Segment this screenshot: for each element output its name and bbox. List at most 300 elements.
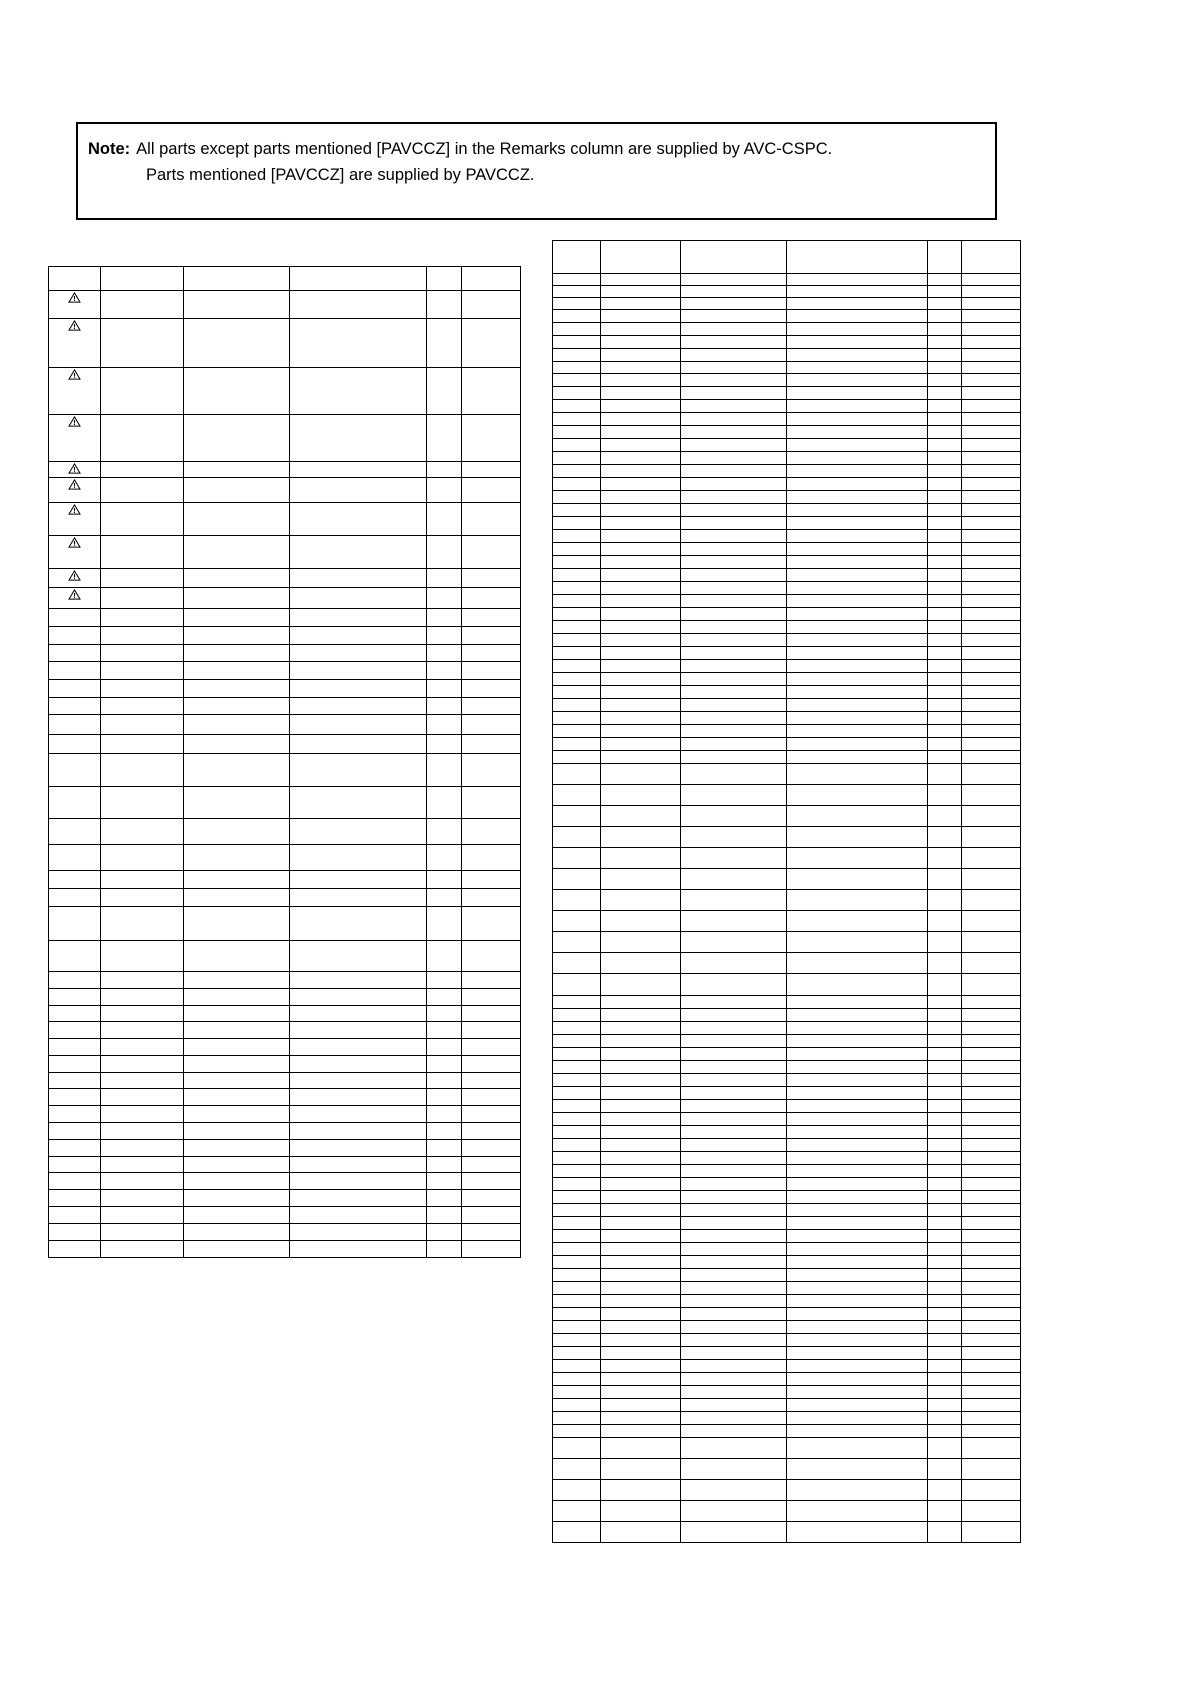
table-cell	[681, 1243, 787, 1256]
table-cell	[462, 907, 521, 941]
table-cell-text	[787, 310, 927, 312]
table-cell	[928, 974, 962, 996]
table-cell-text	[928, 1061, 961, 1063]
table-cell	[962, 1178, 1021, 1191]
table-cell-text	[601, 556, 680, 558]
table-cell	[962, 543, 1021, 556]
table-cell	[462, 662, 521, 680]
table-cell	[962, 1295, 1021, 1308]
table-cell-text	[101, 1207, 183, 1209]
table-cell-text	[601, 1347, 680, 1349]
table-cell	[601, 1152, 681, 1165]
table-cell-text	[462, 478, 520, 480]
table-cell	[962, 634, 1021, 647]
table-cell-text	[553, 1282, 600, 1284]
table-cell-text	[928, 1295, 961, 1297]
table-cell-text	[681, 764, 786, 766]
table-cell	[427, 871, 462, 889]
table-cell-text	[928, 336, 961, 338]
table-cell-text	[928, 1386, 961, 1388]
table-cell-text	[928, 543, 961, 545]
table-cell	[928, 465, 962, 478]
parts-table-left	[48, 266, 521, 1258]
table-cell-text	[462, 941, 520, 943]
table-row	[553, 848, 1021, 869]
table-cell-text	[962, 911, 1020, 913]
table-cell-text	[184, 645, 289, 647]
table-cell	[928, 323, 962, 336]
table-cell-text	[962, 298, 1020, 300]
table-cell-text	[962, 621, 1020, 623]
table-cell	[601, 1113, 681, 1126]
table-cell	[962, 1480, 1021, 1501]
table-row	[553, 1386, 1021, 1399]
table-cell	[553, 1061, 601, 1074]
table-cell-text	[553, 1048, 600, 1050]
table-cell	[184, 478, 290, 503]
table-cell-text	[427, 478, 461, 480]
table-cell-text	[787, 387, 927, 389]
table-cell-text	[681, 1139, 786, 1141]
table-cell	[787, 1522, 928, 1543]
table-cell-text	[184, 503, 289, 505]
table-cell-text	[928, 274, 961, 276]
table-cell	[962, 517, 1021, 530]
table-cell	[290, 462, 427, 478]
table-cell	[601, 621, 681, 634]
table-cell	[681, 1438, 787, 1459]
table-cell-text	[427, 291, 461, 293]
warning-cell	[49, 588, 101, 609]
table-cell	[427, 1089, 462, 1106]
table-cell-text	[49, 1106, 100, 1108]
table-cell	[962, 1126, 1021, 1139]
table-cell-text	[787, 827, 927, 829]
table-cell	[101, 1089, 184, 1106]
table-cell	[681, 827, 787, 848]
table-row	[553, 1035, 1021, 1048]
table-cell	[928, 785, 962, 806]
table-cell	[787, 725, 928, 738]
table-cell-text	[962, 869, 1020, 871]
table-cell	[184, 698, 290, 715]
table-cell-text	[928, 673, 961, 675]
table-cell	[962, 806, 1021, 827]
table-cell	[962, 323, 1021, 336]
warning-triangle-icon	[68, 479, 81, 490]
table-cell	[787, 569, 928, 582]
table-cell-text	[601, 647, 680, 649]
table-cell	[427, 415, 462, 462]
table-row	[553, 439, 1021, 452]
table-cell	[49, 907, 101, 941]
table-cell-text	[427, 1241, 461, 1243]
table-cell-text	[184, 1190, 289, 1192]
table-cell	[787, 751, 928, 764]
table-cell	[101, 989, 184, 1006]
table-cell	[681, 349, 787, 362]
table-cell-text	[681, 465, 786, 467]
table-cell	[928, 1204, 962, 1217]
table-cell	[553, 1399, 601, 1412]
table-cell	[184, 645, 290, 662]
table-cell	[553, 932, 601, 953]
table-cell	[101, 645, 184, 662]
table-cell	[962, 1152, 1021, 1165]
table-cell	[928, 556, 962, 569]
table-cell-text	[601, 751, 680, 753]
table-cell-text	[427, 1022, 461, 1024]
table-cell-text	[681, 1256, 786, 1258]
table-cell	[184, 609, 290, 627]
table-row	[553, 953, 1021, 974]
table-cell	[101, 907, 184, 941]
table-cell	[601, 336, 681, 349]
table-cell-text	[462, 503, 520, 505]
table-cell	[601, 1178, 681, 1191]
table-cell-text	[101, 1106, 183, 1108]
table-row	[49, 462, 521, 478]
table-cell	[601, 738, 681, 751]
table-cell-text	[962, 785, 1020, 787]
table-cell	[101, 503, 184, 536]
table-cell-text	[290, 1089, 426, 1091]
table-row	[49, 1106, 521, 1123]
table-cell-text	[962, 452, 1020, 454]
table-cell	[101, 569, 184, 588]
table-cell-text	[962, 1334, 1020, 1336]
table-cell-text	[184, 845, 289, 847]
table-cell	[553, 1009, 601, 1022]
table-cell-text	[101, 819, 183, 821]
table-cell	[681, 556, 787, 569]
table-cell	[427, 819, 462, 845]
table-row	[553, 1347, 1021, 1360]
table-cell	[787, 1308, 928, 1321]
table-cell	[787, 1022, 928, 1035]
table-cell	[962, 1399, 1021, 1412]
table-cell	[601, 1334, 681, 1347]
table-cell-text	[601, 374, 680, 376]
table-cell	[787, 491, 928, 504]
table-cell	[601, 374, 681, 387]
table-cell	[681, 1399, 787, 1412]
table-cell	[49, 1089, 101, 1106]
table-cell	[928, 298, 962, 310]
table-cell-text	[962, 1230, 1020, 1232]
table-row	[49, 1123, 521, 1140]
table-cell	[962, 1009, 1021, 1022]
table-cell-text	[962, 1295, 1020, 1297]
table-cell	[681, 1022, 787, 1035]
table-cell-text	[787, 1386, 927, 1388]
table-cell-text	[427, 972, 461, 974]
table-cell-text	[427, 1006, 461, 1008]
table-row	[49, 588, 521, 609]
table-row	[553, 1139, 1021, 1152]
table-cell-text	[787, 1100, 927, 1102]
table-cell-text	[681, 1282, 786, 1284]
table-cell-text	[787, 974, 927, 976]
table-cell-text	[681, 751, 786, 753]
table-cell	[928, 621, 962, 634]
table-cell	[681, 712, 787, 725]
table-cell-text	[928, 1282, 961, 1284]
table-cell	[49, 1157, 101, 1173]
table-cell-text	[601, 1438, 680, 1440]
table-cell	[553, 310, 601, 323]
table-cell-text	[184, 1022, 289, 1024]
table-cell-text	[49, 1207, 100, 1209]
table-cell-text	[928, 1204, 961, 1206]
table-cell	[553, 686, 601, 699]
table-cell	[462, 871, 521, 889]
warning-cell	[49, 503, 101, 536]
table-cell-text	[601, 608, 680, 610]
table-cell	[553, 890, 601, 911]
table-cell	[101, 1241, 184, 1258]
table-cell	[601, 827, 681, 848]
table-cell	[962, 478, 1021, 491]
table-cell-text	[601, 504, 680, 506]
table-cell-text	[553, 751, 600, 753]
table-cell-text	[462, 787, 520, 789]
table-cell	[49, 1073, 101, 1089]
table-cell	[787, 738, 928, 751]
table-row	[553, 298, 1021, 310]
table-cell-text	[184, 1089, 289, 1091]
table-cell-text	[49, 1224, 100, 1226]
table-cell-text	[962, 1009, 1020, 1011]
table-cell	[553, 274, 601, 286]
table-cell-text	[681, 1152, 786, 1154]
table-cell	[553, 1282, 601, 1295]
table-row	[553, 1269, 1021, 1282]
table-cell-text	[787, 608, 927, 610]
table-cell-text	[928, 349, 961, 351]
table-cell	[101, 1022, 184, 1039]
table-cell-text	[462, 415, 520, 417]
table-cell	[290, 291, 427, 319]
table-cell-text	[928, 1347, 961, 1349]
table-cell	[928, 452, 962, 465]
table-cell-text	[553, 452, 600, 454]
table-cell	[101, 462, 184, 478]
table-cell-text	[601, 439, 680, 441]
table-cell-text	[787, 712, 927, 714]
table-cell	[601, 595, 681, 608]
table-cell	[290, 1056, 427, 1073]
table-cell-text	[427, 1073, 461, 1075]
table-cell	[601, 608, 681, 621]
table-cell-text	[928, 1217, 961, 1219]
table-cell-text	[553, 1360, 600, 1362]
table-cell-text	[553, 1256, 600, 1258]
table-cell	[681, 452, 787, 465]
table-row	[49, 415, 521, 462]
table-cell-text	[553, 932, 600, 934]
table-cell	[601, 1009, 681, 1022]
table-cell	[427, 735, 462, 754]
table-cell-text	[553, 310, 600, 312]
table-cell-text	[787, 647, 927, 649]
table-cell	[290, 1039, 427, 1056]
table-cell	[787, 1217, 928, 1230]
table-cell	[427, 1140, 462, 1157]
table-cell-text	[681, 1459, 786, 1461]
table-cell	[553, 478, 601, 491]
table-cell-text	[101, 368, 183, 370]
table-cell	[101, 1207, 184, 1224]
table-cell-text	[462, 1241, 520, 1243]
table-cell	[553, 673, 601, 686]
table-cell	[553, 751, 601, 764]
table-cell	[962, 1061, 1021, 1074]
table-cell-text	[553, 1399, 600, 1401]
table-cell	[601, 1308, 681, 1321]
table-cell	[787, 1035, 928, 1048]
table-cell	[184, 503, 290, 536]
table-cell	[462, 845, 521, 871]
table-cell	[290, 1022, 427, 1039]
table-cell-text	[787, 1412, 927, 1414]
table-cell-text	[427, 889, 461, 891]
table-cell	[601, 504, 681, 517]
table-cell	[787, 1087, 928, 1100]
table-cell	[928, 1191, 962, 1204]
table-cell-text	[787, 504, 927, 506]
table-cell-text	[553, 1308, 600, 1310]
table-cell-text	[427, 680, 461, 682]
table-cell	[787, 1048, 928, 1061]
table-cell-text	[290, 819, 426, 821]
table-cell-text	[427, 1056, 461, 1058]
table-cell-text	[787, 1022, 927, 1024]
table-cell-text	[962, 323, 1020, 325]
table-cell-text	[101, 1073, 183, 1075]
table-cell-text	[553, 439, 600, 441]
table-cell-text	[681, 848, 786, 850]
table-cell	[462, 1207, 521, 1224]
table-cell	[681, 911, 787, 932]
table-cell	[553, 323, 601, 336]
table-cell-text	[962, 932, 1020, 934]
table-cell	[787, 1230, 928, 1243]
table-cell-text	[49, 735, 100, 737]
table-cell-text	[601, 1009, 680, 1011]
table-row	[553, 1412, 1021, 1425]
table-cell	[787, 556, 928, 569]
table-cell	[962, 1113, 1021, 1126]
table-cell	[928, 569, 962, 582]
table-cell-text	[290, 754, 426, 756]
table-cell-text	[681, 1009, 786, 1011]
table-cell	[681, 1061, 787, 1074]
table-cell-text	[787, 1061, 927, 1063]
table-cell	[553, 621, 601, 634]
table-cell	[601, 1321, 681, 1334]
table-cell	[601, 869, 681, 890]
table-cell	[681, 1412, 787, 1425]
table-cell	[787, 660, 928, 673]
table-cell	[462, 1173, 521, 1190]
note-label: Note:	[88, 140, 131, 158]
table-cell-text	[787, 323, 927, 325]
table-cell	[928, 647, 962, 660]
table-cell	[184, 291, 290, 319]
table-cell	[601, 1165, 681, 1178]
table-cell-text	[601, 1334, 680, 1336]
table-cell	[49, 609, 101, 627]
table-cell	[49, 1006, 101, 1022]
table-cell	[928, 286, 962, 298]
table-row	[553, 400, 1021, 413]
table-cell	[290, 1207, 427, 1224]
table-cell	[681, 336, 787, 349]
table-cell	[787, 686, 928, 699]
table-cell	[427, 588, 462, 609]
table-cell	[49, 819, 101, 845]
table-cell	[962, 1048, 1021, 1061]
table-cell	[928, 1425, 962, 1438]
table-cell-text	[928, 298, 961, 300]
table-cell	[928, 751, 962, 764]
warning-cell	[49, 478, 101, 503]
table-cell	[681, 621, 787, 634]
table-cell	[601, 1204, 681, 1217]
table-cell	[681, 1165, 787, 1178]
table-cell	[49, 1056, 101, 1073]
table-cell	[681, 1074, 787, 1087]
table-cell-text	[49, 609, 100, 611]
table-cell-text	[962, 426, 1020, 428]
table-cell-text	[462, 267, 520, 269]
table-cell-text	[553, 1178, 600, 1180]
table-cell-text	[681, 806, 786, 808]
table-cell	[962, 362, 1021, 374]
table-cell-text	[681, 1048, 786, 1050]
table-cell-text	[681, 953, 786, 955]
table-cell	[787, 323, 928, 336]
table-cell-text	[553, 1295, 600, 1297]
table-cell-text	[462, 871, 520, 873]
table-cell-text	[962, 349, 1020, 351]
table-cell-text	[962, 1269, 1020, 1271]
table-cell-text	[962, 1321, 1020, 1323]
table-cell	[462, 645, 521, 662]
table-cell-text	[462, 754, 520, 756]
table-cell	[462, 1224, 521, 1241]
table-cell-text	[601, 362, 680, 364]
table-cell	[101, 871, 184, 889]
table-row	[553, 1126, 1021, 1139]
table-cell	[681, 517, 787, 530]
table-cell	[290, 1106, 427, 1123]
table-cell-text	[928, 1191, 961, 1193]
table-cell-text	[928, 1048, 961, 1050]
table-cell	[928, 1113, 962, 1126]
table-row	[49, 503, 521, 536]
table-cell	[962, 827, 1021, 848]
table-cell-text	[184, 536, 289, 538]
table-row	[553, 890, 1021, 911]
table-cell	[928, 1087, 962, 1100]
table-cell	[928, 1522, 962, 1543]
table-cell-text	[601, 660, 680, 662]
table-cell-text	[462, 1006, 520, 1008]
table-cell	[601, 530, 681, 543]
table-cell	[681, 932, 787, 953]
